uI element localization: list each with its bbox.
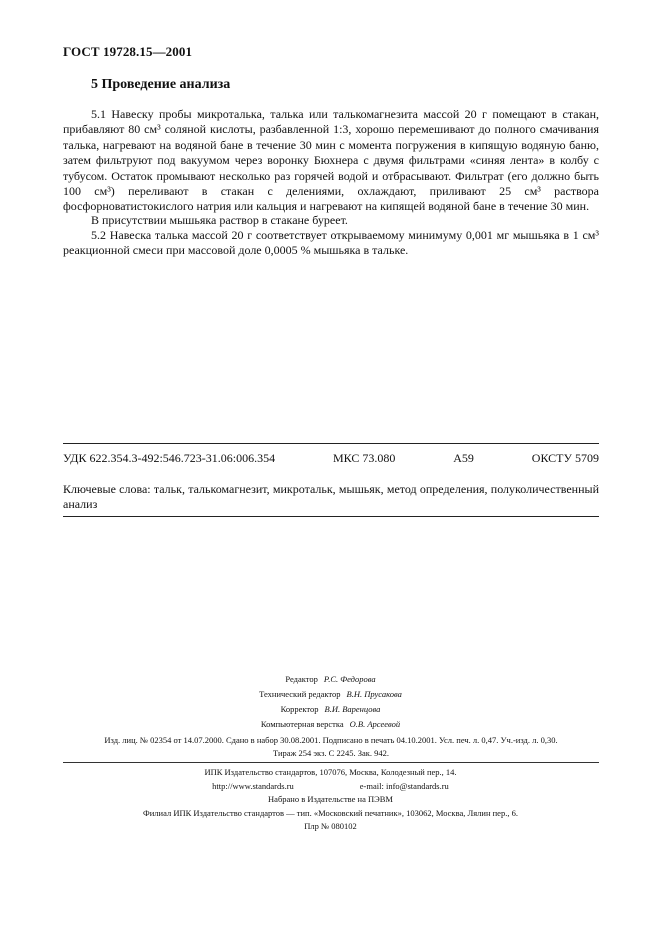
paragraph-5-1: [63, 107, 599, 215]
mks-code: МКС 73.080: [333, 451, 396, 465]
credit-editor: [0, 672, 661, 687]
paragraph-arsenic-note: [63, 213, 599, 228]
section-title: 5 Проведение анализа: [91, 77, 231, 92]
publisher-footer: [0, 766, 661, 834]
okstu-code: ОКСТУ 5709: [531, 451, 599, 465]
credit-role: Редактор: [285, 674, 318, 684]
credit-corrector: [0, 702, 661, 717]
publishing-line-2: Тираж 254 экз. С 2245. Зак. 942.: [272, 748, 390, 758]
credit-role: Корректор: [280, 704, 319, 714]
divider-bottom: [63, 516, 599, 517]
paragraph-text: 5.1 Навеску пробы микроталька, талька или талькомагнезита массой 20 г помещают в стакан, прибавляют 80 см³ соляной кислоты, разбавленной 1:3, хорошо перемешивают до полного смачивания талька, нагревают на водяной бане в течение 30 мин с момента погружения в кипящую водяную баню, затем фильтруют под вакуумом через воронку Бюхнера с двумя фильтрами «синяя лента» в колбу с тубусом. Остаток промывают несколько раз горячей водой и отбрасывают. Фильтрат (его должно быть 100 см³) переливают в стакан с делениями, охлаждают, приливают 25 см³ раствора фосфорноватистокислого натрия или кальция и нагревают на кипящей водяной бане в течение 30 мин.: [63, 107, 599, 214]
publishing-info: [63, 734, 599, 760]
classification-row: [63, 451, 599, 466]
credit-layout: [0, 717, 661, 732]
paragraph-text: 5.2 Навеска талька массой 20 г соответствует открываемому минимуму 0,001 мг мышьяка в 1 см³ реакционной смеси при массовой доле 0,0005 % мышьяка в тальке.: [63, 228, 599, 258]
paragraph-text: В присутствии мышьяка раствор в стакане буреет.: [91, 213, 348, 227]
divider-top: [63, 443, 599, 444]
credit-name: Р.С. Федорова: [323, 674, 376, 684]
footer-address: ИПК Издательство стандартов, 107076, Москва, Колодезный пер., 14.: [204, 767, 457, 777]
group-code: А59: [453, 451, 474, 465]
credits-block: [0, 672, 661, 732]
footer-license: Плр № 080102: [304, 821, 357, 831]
credit-tech-editor: [0, 687, 661, 702]
udk-code: УДК 622.354.3-492:546.723-31.06:006.354: [63, 451, 276, 465]
divider-thin: [63, 762, 599, 763]
keywords: Ключевые слова: тальк, талькомагнезит, микротальк, мышьяк, метод определения, полуколичественный анализ: [63, 482, 599, 512]
footer-contacts: [0, 780, 661, 794]
document-header: ГОСТ 19728.15—2001: [63, 44, 193, 59]
credit-role: Технический редактор: [259, 689, 341, 699]
footer-email[interactable]: e-mail: info@standards.ru: [359, 780, 449, 791]
credit-name: В.Н. Прусакова: [346, 689, 402, 699]
credit-role: Компьютерная верстка: [260, 719, 344, 729]
footer-url[interactable]: http://www.standards.ru: [212, 780, 294, 791]
credit-name: О.В. Арсеевой: [349, 719, 401, 729]
footer-branch: Филиал ИПК Издательство стандартов — тип. «Московский печатник», 103062, Москва, Лялин пер., 6.: [143, 807, 518, 818]
publishing-line-1: Изд. лиц. № 02354 от 14.07.2000. Сдано в набор 30.08.2001. Подписано в печать 04.10.2001. Усл. печ. л. 0,47. Уч.-изд. л. 0,30.: [104, 735, 558, 745]
footer-typeset: Набрано в Издательстве на ПЭВМ: [268, 794, 393, 804]
paragraph-5-2: [63, 228, 599, 259]
credit-name: В.И. Варенцова: [324, 704, 381, 714]
